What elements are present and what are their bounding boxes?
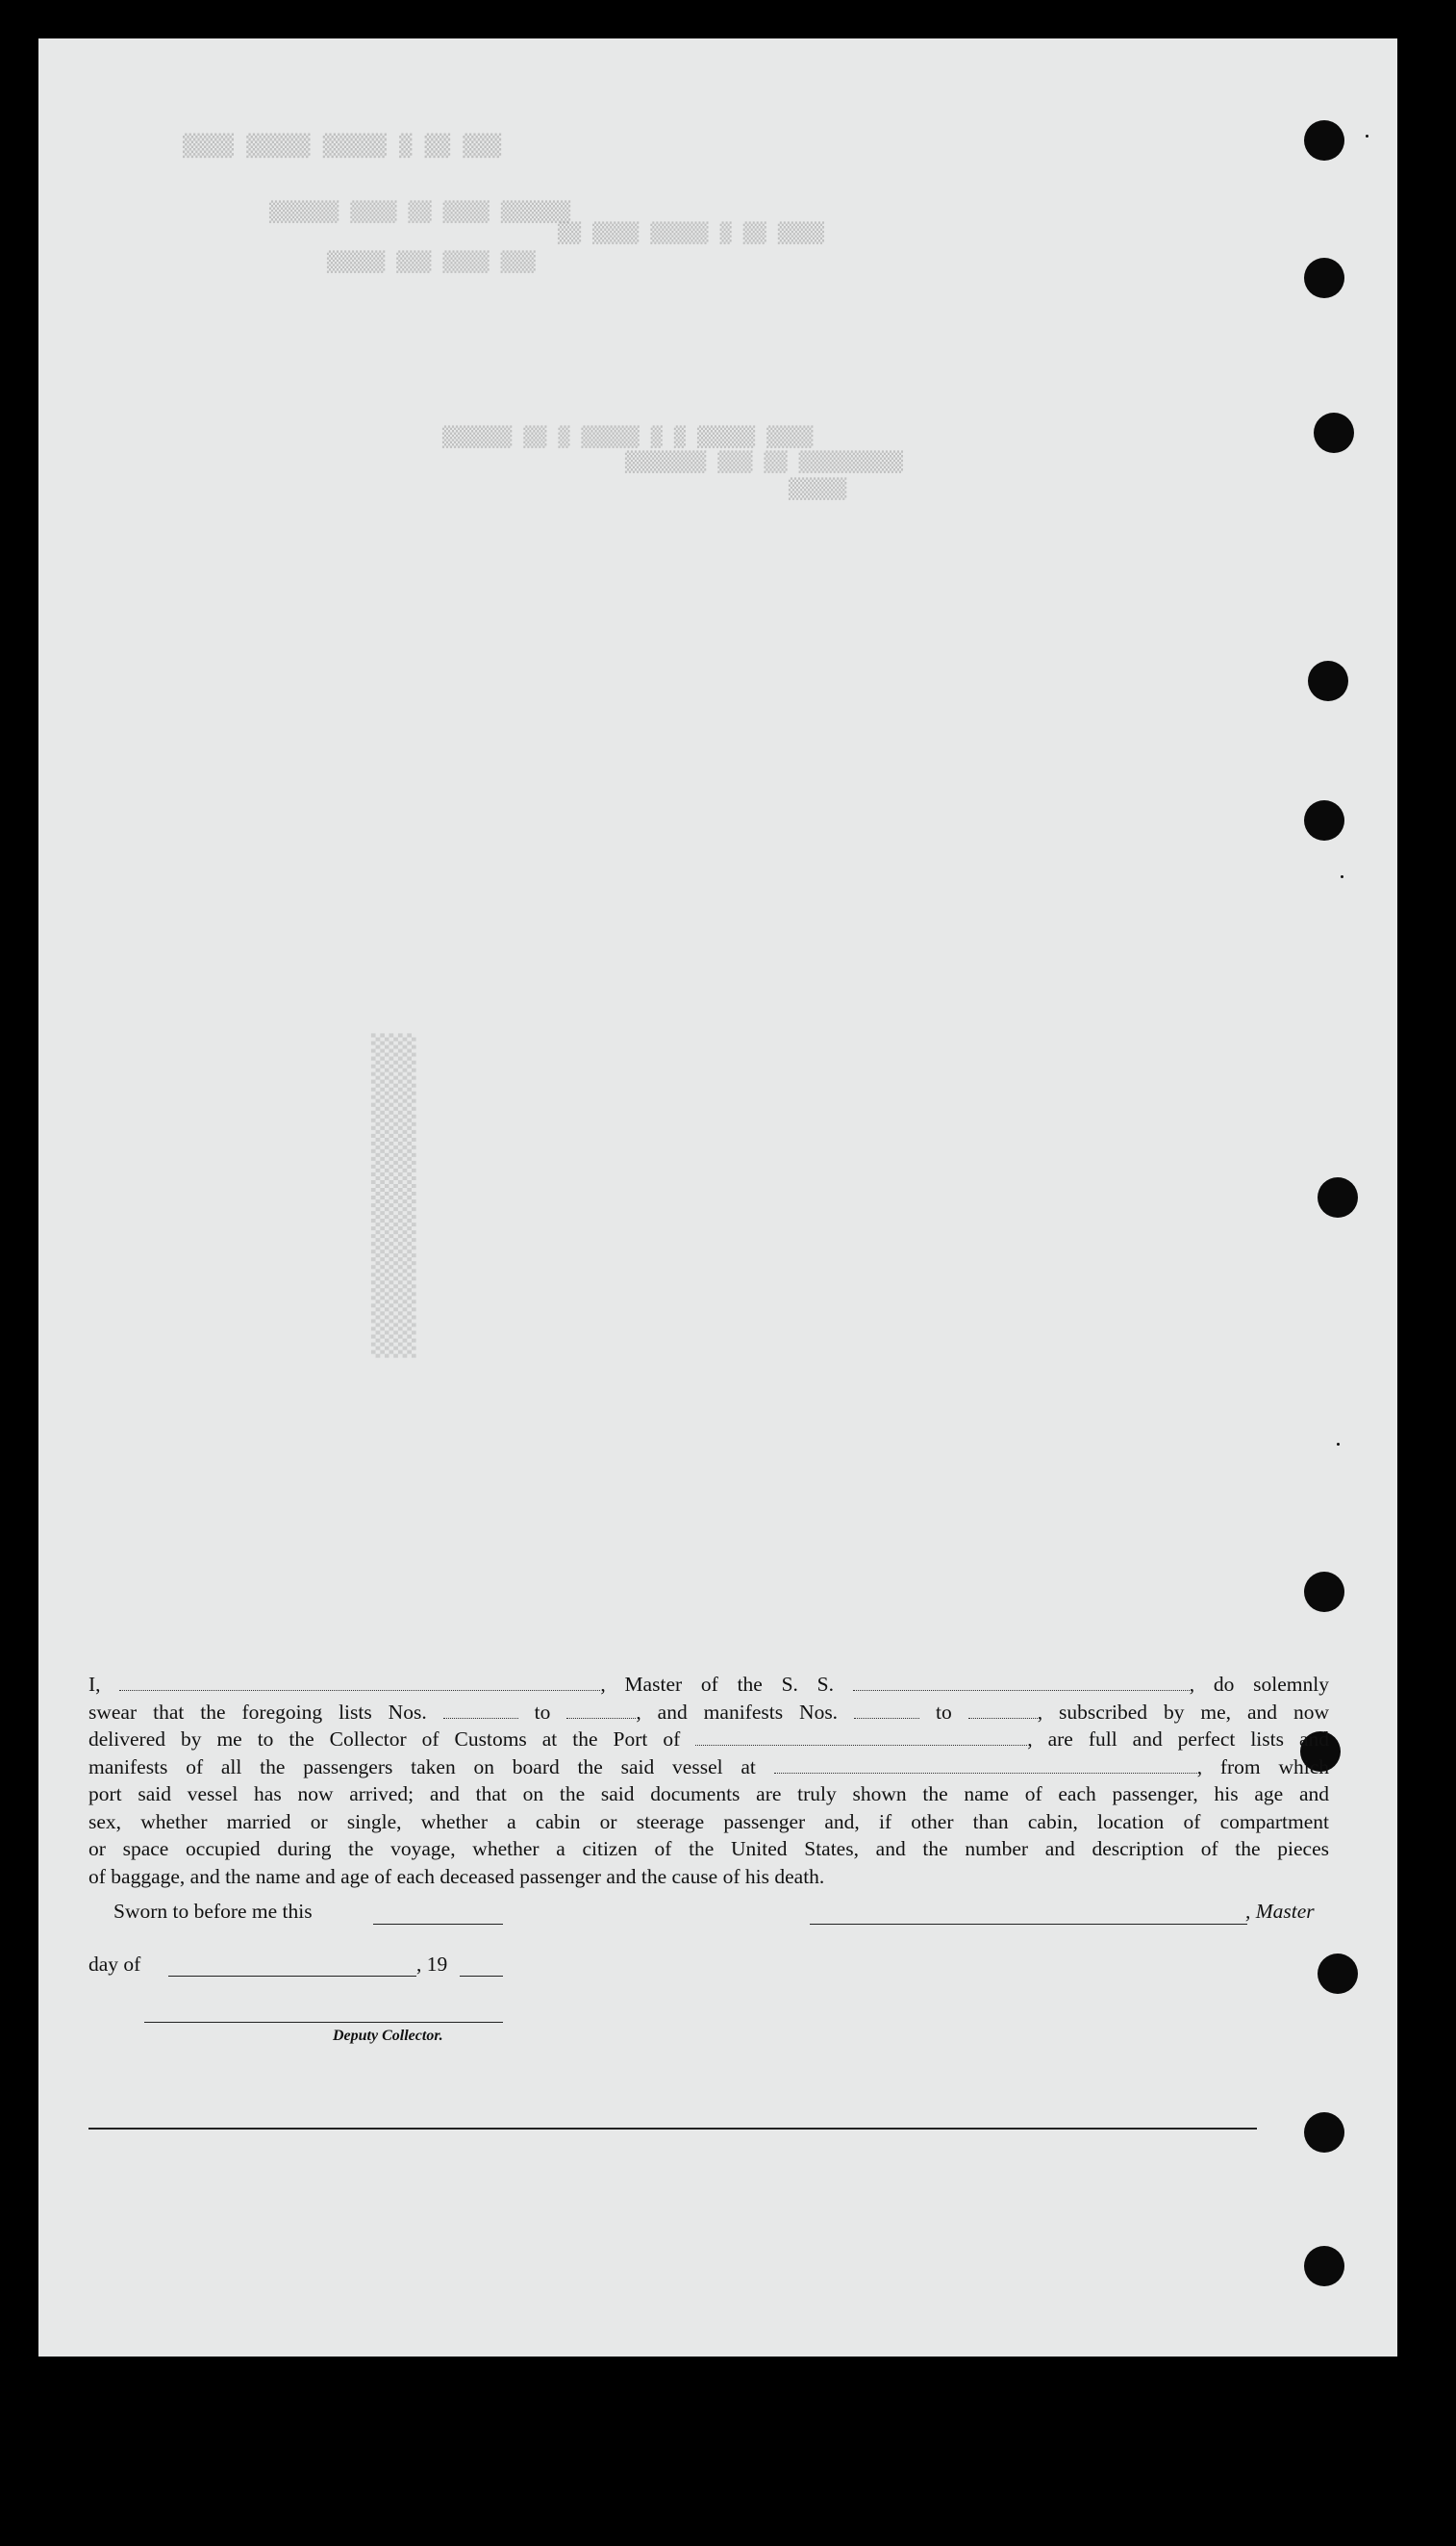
bleed-through-row: ▒▒▒▒▒▒▒▒▒ ▒▒ ▒▒▒ ▒▒▒▒▒▒▒	[625, 450, 903, 473]
oath-text: to	[936, 1700, 952, 1724]
bleed-through-line: ▒▒▒ ▒▒▒▒ ▒▒▒ ▒▒▒▒▒	[327, 250, 536, 273]
oath-text: swear that the foregoing lists Nos.	[88, 1700, 427, 1724]
manifests-to-blank	[968, 1701, 1038, 1719]
day-of-label	[88, 1953, 140, 1977]
sworn-text: Sworn to before me this	[113, 1900, 313, 1923]
vessel-name-blank	[853, 1673, 1190, 1691]
oath-text: delivered by me to the Collector of Customs at the Port of	[88, 1727, 681, 1751]
punch-hole	[1304, 2246, 1344, 2286]
footer-rule	[88, 2128, 1257, 2130]
bleed-through-line: ▒▒▒▒ ▒▒ ▒ ▒▒▒▒▒ ▒▒▒▒ ▒▒	[558, 221, 824, 244]
oath-line-5: port said vessel has now arrived; and that on the said documents are truly shown the name of each passenger, his age and	[88, 1782, 1329, 1805]
sworn-label	[113, 1900, 313, 1924]
oath-line-2	[88, 1699, 1329, 1727]
punch-hole	[1304, 800, 1344, 841]
oath-line-6: sex, whether married or single, whether a cabin or steerage passenger and, if other than cabin, location of compartment	[88, 1809, 1329, 1833]
master-signature-line	[810, 1924, 1247, 1925]
bleed-through-row: ▒▒▒▒▒	[789, 477, 847, 500]
lists-from-blank	[443, 1701, 518, 1719]
punch-hole	[1314, 413, 1354, 453]
deputy-collector-label	[333, 2028, 443, 2045]
oath-text: , and manifests Nos.	[636, 1700, 839, 1724]
deputy-collector-line	[144, 2022, 503, 2023]
masters-oath	[88, 1671, 1329, 1890]
manifests-from-blank	[854, 1701, 919, 1719]
punch-hole	[1318, 1177, 1358, 1218]
departure-port-blank	[774, 1755, 1197, 1774]
oath-line-8: of baggage, and the name and age of each deceased passenger and the cause of his death.	[88, 1864, 825, 1888]
year-text: , 19	[416, 1953, 448, 1976]
oath-line-1	[88, 1671, 1329, 1699]
deputy-text: Deputy Collector.	[333, 2028, 443, 2044]
master-label	[1245, 1900, 1315, 1924]
day-of-text: day of	[88, 1953, 141, 1976]
oath-line-4	[88, 1753, 1329, 1781]
punch-hole	[1304, 2112, 1344, 2153]
oath-text: , subscribed by me, and now	[1037, 1700, 1330, 1724]
bleed-through-header: ▒▒▒ ▒▒ ▒ ▒▒▒▒▒ ▒▒▒▒▒ ▒▒▒▒	[183, 135, 502, 159]
oath-text: , Master of the S. S.	[600, 1673, 835, 1696]
lists-to-blank	[566, 1701, 636, 1719]
dust-speck	[1337, 1443, 1340, 1446]
day-of-line	[168, 1976, 416, 1977]
year-label	[416, 1953, 447, 1977]
bleed-through-stamp: ▒▒▒▒▒▒▒▒▒▒▒▒▒▒	[370, 1033, 415, 1358]
oath-text: manifests of all the passengers taken on board the said vessel at	[88, 1754, 756, 1778]
oath-text: , are full and perfect lists and	[1027, 1727, 1330, 1751]
master-text: , Master	[1245, 1900, 1315, 1923]
dust-speck	[1366, 135, 1368, 138]
oath-text: , from which	[1196, 1754, 1329, 1778]
bleed-through-row: ▒▒▒▒ ▒▒▒▒▒ ▒ ▒ ▒▒▒▒▒ ▒ ▒▒ ▒▒▒▒▒▒	[442, 425, 814, 448]
punch-hole	[1304, 120, 1344, 161]
punch-hole	[1308, 661, 1348, 701]
sworn-date-line	[373, 1924, 503, 1925]
oath-line-3	[88, 1726, 1329, 1753]
oath-text: I,	[88, 1673, 101, 1696]
port-blank	[695, 1727, 1027, 1746]
punch-hole	[1318, 1954, 1358, 1994]
dust-speck	[1341, 875, 1343, 878]
year-line	[460, 1976, 503, 1977]
bleed-through-line: ▒▒▒▒▒▒ ▒▒▒▒ ▒▒ ▒▒▒▒ ▒▒▒▒▒▒	[269, 200, 571, 223]
manifest-page-back	[38, 38, 1397, 2357]
oath-text: to	[534, 1700, 551, 1724]
master-name-blank	[119, 1673, 600, 1691]
oath-line-7: or space occupied during the voyage, whether a citizen of the United States, and the number and description of the pieces	[88, 1837, 1329, 1860]
oath-text: , do solemnly	[1189, 1673, 1329, 1696]
punch-hole	[1304, 258, 1344, 298]
punch-hole	[1304, 1572, 1344, 1612]
